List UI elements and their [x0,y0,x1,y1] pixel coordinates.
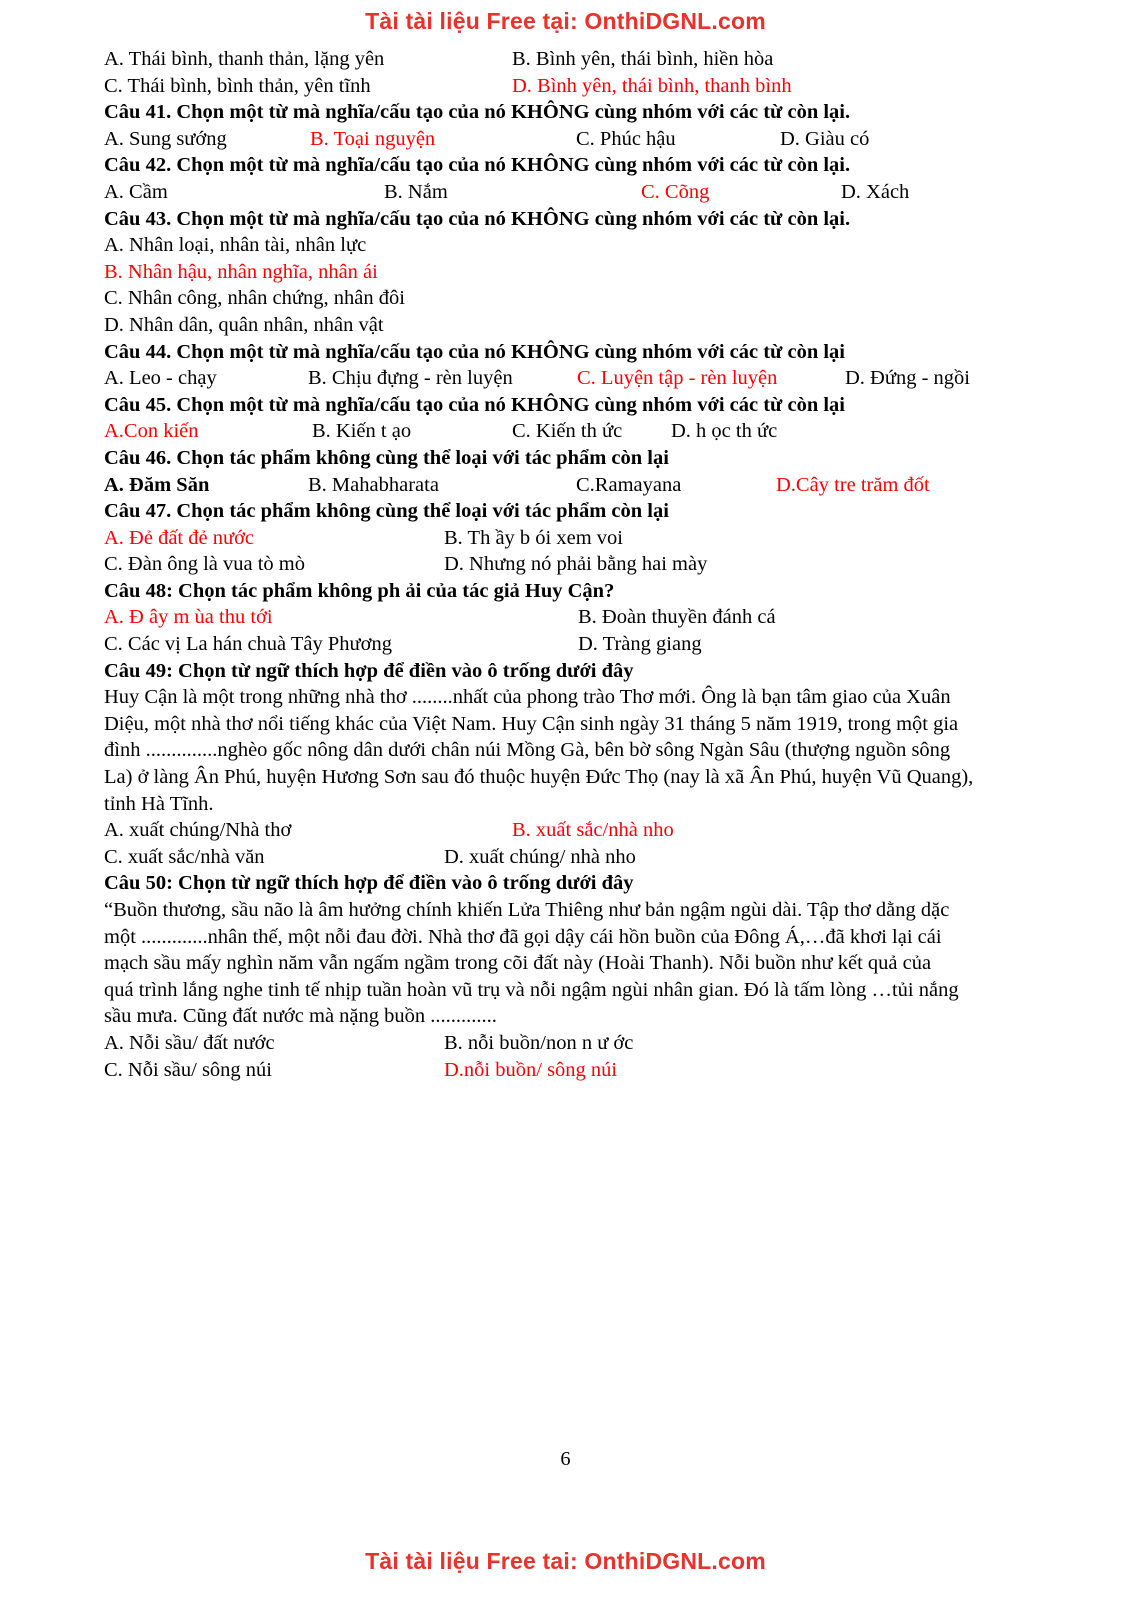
option-46-d[interactable]: D.Cây tre trăm đốt [776,473,930,496]
option-41-d[interactable]: D. Giàu có [780,127,870,150]
option-50-d[interactable]: D.nỗi buồn/ sông núi [444,1058,618,1081]
option-44-c[interactable]: C. Luyện tập - rèn luyện [577,367,778,390]
option-47-d[interactable]: D. Nhưng nó phải bằng hai mày [444,553,708,576]
passage-50-line-2: một .............nhân thế, một nỗi đau đời. Nhà thơ đã gọi dậy cái hồn buồn của Đông Á,…đã khơi lại cái [104,925,942,948]
question-number-48: Câu 48: [104,579,173,602]
passage-50-line-5: sầu mưa. Cũng đất nước mà nặng buồn ............. [104,1005,497,1028]
option-49-a[interactable]: A. xuất chúng/Nhà thơ [104,819,292,842]
question-prompt-49: Chọn từ ngữ thích hợp để điền vào ô trống dưới đây [178,659,634,682]
question-prompt-48: Chọn tác phẩm không ph ải của tác giả Huy Cận? [178,579,615,602]
watermark-bottom: Tài tài liệu Free tai: OnthiDGNL.com [365,1548,766,1574]
option-42-d[interactable]: D. Xách [841,180,910,203]
option-42-c[interactable]: C. Cõng [641,180,710,203]
option-41-b[interactable]: B. Toại nguyện [310,127,436,150]
option-row-50-2 [104,1057,1031,1084]
question-prompt-46: Chọn tác phẩm không cùng thể loại với tác phẩm còn lại [176,446,669,469]
carryover-option-b: B. Bình yên, thái bình, hiền hòa [512,48,774,70]
option-43-b[interactable]: B. Nhân hậu, nhân nghĩa, nhân ái [104,260,378,283]
passage-49-line-4: La) ở làng Ân Phú, huyện Hương Sơn sau đó thuộc huyện Đức Thọ (nay là xã Ân Phú, huyện Vũ Quang), [104,766,974,789]
option-47-b[interactable]: B. Th ầy b ói xem voi [444,526,623,549]
option-46-c[interactable]: C.Ramayana [576,473,682,496]
option-48-c[interactable]: C. Các vị La hán chuà Tây Phương [104,633,393,656]
option-45-d[interactable]: D. h ọc th ức [671,420,778,443]
question-number-44: Câu 44. [104,340,172,363]
passage-50-line-3: mạch sầu mấy nghìn năm vẫn ngấm ngầm trong cõi đất này (Hoài Thanh). Nỗi buồn như kết quả của [104,952,932,975]
option-row-41 [104,126,1031,153]
question-number-46: Câu 46. [104,446,172,469]
question-heading-44 [104,339,1031,366]
option-45-a[interactable]: A.Con kiến [104,420,199,443]
passage-49-line-5: tỉnh Hà Tĩnh. [104,792,214,815]
question-number-43: Câu 43. [104,207,172,230]
question-prompt-43: Chọn một từ mà nghĩa/cấu tạo của nó KHÔNG cùng nhóm với các từ còn lại. [176,207,851,230]
carryover-option-row-2 [104,73,1031,100]
document-content [104,46,1031,1083]
option-49-b[interactable]: B. xuất sắc/nhà nho [512,819,674,842]
option-48-b[interactable]: B. Đoàn thuyền đánh cá [578,606,776,629]
option-43-d[interactable]: D. Nhân dân, quân nhân, nhân vật [104,313,384,336]
question-heading-48 [104,578,1031,605]
option-41-c[interactable]: C. Phúc hậu [576,127,676,150]
option-row-47-1 [104,525,1031,552]
option-49-d[interactable]: D. xuất chúng/ nhà nho [444,845,636,868]
option-43-a[interactable]: A. Nhân loại, nhân tài, nhân lực [104,234,367,257]
option-44-b[interactable]: B. Chịu đựng - rèn luyện [308,367,513,390]
passage-49-line-1: Huy Cận là một trong những nhà thơ ........nhất của phong trào Thơ mới. Ông là bạn tâm giao của Xuân [104,686,951,709]
question-heading-43 [104,206,1031,233]
question-number-49: Câu 49: [104,659,173,682]
passage-49 [104,684,1031,817]
question-prompt-45: Chọn một từ mà nghĩa/cấu tạo của nó KHÔNG cùng nhóm với các từ còn lại [176,393,845,416]
option-41-a[interactable]: A. Sung sướng [104,127,227,150]
option-47-a[interactable]: A. Đẻ đất đẻ nước [104,526,255,549]
option-45-c[interactable]: C. Kiến th ức [512,420,623,443]
option-50-b[interactable]: B. nỗi buồn/non n ư ớc [444,1031,634,1054]
option-row-49-1 [104,817,1031,844]
question-number-41: Câu 41. [104,101,172,124]
passage-50-line-1: “Buồn thương, sầu não là âm hưởng chính khiến Lửa Thiêng như bản ngậm ngùi dài. Tập thơ dằng dặc [104,899,950,921]
option-42-a[interactable]: A. Cầm [104,180,168,203]
option-45-b[interactable]: B. Kiến t ạo [312,420,412,443]
option-44-a[interactable]: A. Leo - chạy [104,367,217,390]
question-number-47: Câu 47. [104,500,172,523]
carryover-option-c: C. Thái bình, bình thản, yên tĩnh [104,74,371,97]
carryover-option-d: D. Bình yên, thái bình, thanh bình [512,74,792,97]
carryover-option-row-1 [104,46,1031,73]
question-heading-42 [104,152,1031,179]
question-number-50: Câu 50: [104,872,173,895]
option-row-42 [104,179,1031,206]
option-50-a[interactable]: A. Nỗi sầu/ đất nước [104,1031,275,1054]
option-47-c[interactable]: C. Đàn ông là vua tò mò [104,553,305,576]
option-48-d[interactable]: D. Tràng giang [578,633,702,656]
option-row-50-1 [104,1030,1031,1057]
option-50-c[interactable]: C. Nỗi sầu/ sông núi [104,1058,272,1081]
option-row-47-2 [104,551,1031,578]
option-row-44 [104,365,1031,392]
question-heading-49 [104,658,1031,685]
passage-50-line-4: quá trình lắng nghe tinh tế nhịp tuần hoàn vũ trụ và nỗi ngậm ngùi nhân gian. Đó là tấm lòng …tủi nắng [104,978,959,1001]
passage-49-line-2: Diệu, một nhà thơ nổi tiếng khác của Việt Nam. Huy Cận sinh ngày 31 tháng 5 năm 1919, trong một gia [104,712,959,735]
option-42-b[interactable]: B. Nắm [384,180,448,203]
question-prompt-50: Chọn từ ngữ thích hợp để điền vào ô trống dưới đây [178,872,634,895]
question-number-42: Câu 42. [104,154,172,177]
option-46-a[interactable]: A. Đăm Săn [104,473,210,496]
question-heading-41 [104,99,1031,126]
passage-50 [104,897,1031,1030]
question-heading-45 [104,392,1031,419]
question-prompt-41: Chọn một từ mà nghĩa/cấu tạo của nó KHÔNG cùng nhóm với các từ còn lại. [176,101,851,124]
question-heading-47 [104,498,1031,525]
option-row-49-2 [104,844,1031,871]
page-number: 6 [560,1448,571,1470]
question-heading-46 [104,445,1031,472]
option-48-a[interactable]: A. Đ ây m ùa thu tới [104,606,273,629]
option-row-45 [104,418,1031,445]
option-46-b[interactable]: B. Mahabharata [308,473,439,496]
watermark-top: Tài tài liệu Free tại: OnthiDGNL.com [365,8,766,34]
carryover-option-a: A. Thái bình, thanh thản, lặng yên [104,48,385,70]
option-row-46 [104,472,1031,499]
option-row-48-1 [104,604,1031,631]
option-row-48-2 [104,631,1031,658]
passage-49-line-3: đình ..............nghèo gốc nông dân dưới chân núi Mồng Gà, bên bờ sông Ngàn Sâu (thượng nguồn sông [104,739,951,762]
question-number-45: Câu 45. [104,393,172,416]
option-49-c[interactable]: C. xuất sắc/nhà văn [104,845,265,868]
question-heading-50 [104,870,1031,897]
question-prompt-42: Chọn một từ mà nghĩa/cấu tạo của nó KHÔNG cùng nhóm với các từ còn lại. [176,154,851,177]
option-43-c[interactable]: C. Nhân công, nhân chứng, nhân đôi [104,287,405,310]
question-prompt-44: Chọn một từ mà nghĩa/cấu tạo của nó KHÔNG cùng nhóm với các từ còn lại [176,340,845,363]
option-44-d[interactable]: D. Đứng - ngồi [845,367,970,390]
question-prompt-47: Chọn tác phẩm không cùng thể loại với tác phẩm còn lại [176,500,669,523]
